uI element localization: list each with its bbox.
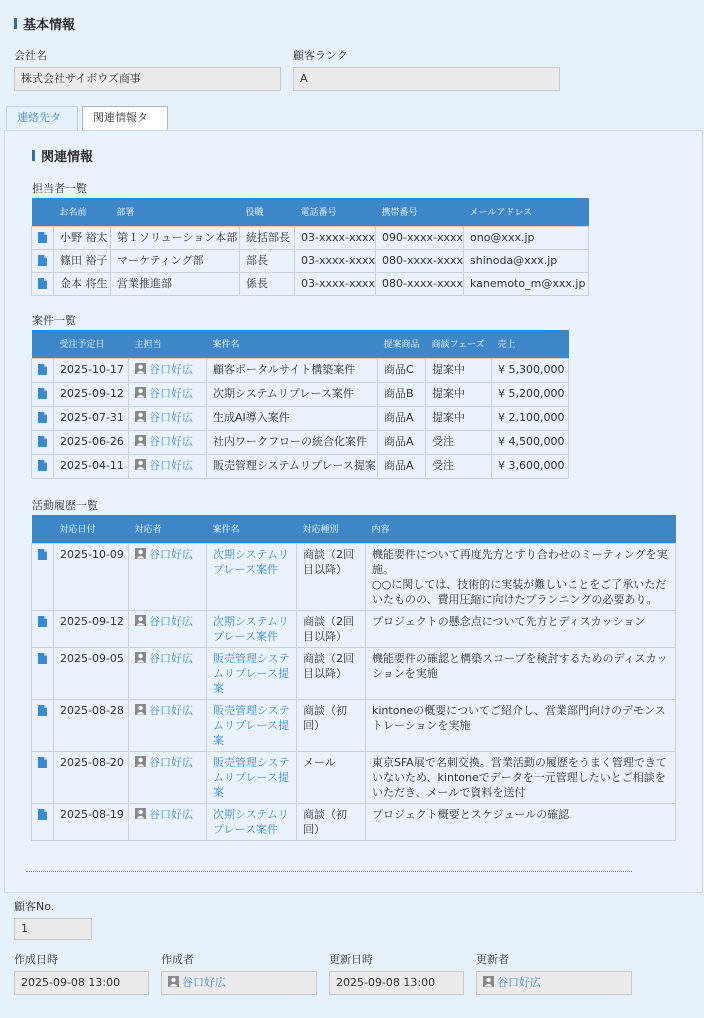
customer-no-label: 顧客No. (14, 900, 55, 913)
table-cell[interactable]: 080-xxxx-xxxx (376, 272, 464, 295)
user-cell (129, 803, 207, 840)
table-cell: メール (297, 751, 366, 803)
table-row (32, 382, 569, 406)
table-cell[interactable]: 03-xxxx-xxxx (295, 272, 376, 295)
deals-label: 案件一覧 (32, 314, 76, 327)
table-row (32, 249, 589, 272)
table-cell: 2025-08-20 (54, 751, 129, 803)
deal-link[interactable]: 次期システムリプレース案件 (213, 614, 289, 643)
user-cell (129, 610, 207, 647)
table-cell: 次期システムリプレース案件 (207, 382, 378, 406)
column-header: 主担当 (129, 330, 207, 358)
created-at-label: 作成日時 (14, 953, 58, 966)
table-cell: 社内ワークフローの統合化案件 (207, 430, 378, 454)
table-cell: 提案中 (426, 382, 492, 406)
detail-cell[interactable] (32, 647, 54, 699)
table-cell[interactable]: 03-xxxx-xxxx (295, 226, 376, 249)
user-link[interactable]: 谷口好広 (149, 458, 193, 472)
user-icon (135, 615, 146, 626)
updater-link[interactable]: 谷口好広 (497, 976, 541, 989)
table-row (32, 226, 589, 249)
table-cell: 商談（初回） (297, 803, 366, 840)
column-header: 売上 (492, 330, 569, 358)
user-cell (129, 430, 207, 454)
user-link[interactable]: 谷口好広 (149, 651, 193, 665)
user-icon (135, 387, 146, 398)
basic-title-text: 基本情報 (23, 18, 76, 33)
user-icon (135, 459, 146, 470)
user-cell (129, 699, 207, 751)
column-header: 対応種別 (297, 515, 366, 543)
table-cell: 商談（初回） (297, 699, 366, 751)
detail-cell[interactable] (32, 610, 54, 647)
table-cell: 商品A (378, 454, 426, 478)
column-header: 電話番号 (295, 198, 376, 226)
document-icon[interactable] (38, 412, 47, 423)
detail-cell[interactable] (32, 699, 54, 751)
table-cell[interactable]: shinoda@xxx.jp (464, 249, 589, 272)
table-cell: 金本 将生 (54, 272, 111, 295)
column-header: 携帯番号 (376, 198, 464, 226)
table-cell: 商品C (378, 358, 426, 382)
document-icon[interactable] (38, 616, 47, 627)
table-cell: 2025-09-12 (54, 382, 129, 406)
title-bar (14, 18, 17, 29)
title-bar (32, 150, 35, 161)
user-link[interactable]: 谷口好広 (149, 547, 193, 561)
user-cell (129, 751, 207, 803)
column-header: 部署 (111, 198, 240, 226)
detail-cell[interactable] (32, 249, 54, 272)
column-header: 対応日付 (54, 515, 129, 543)
deal-cell (207, 647, 297, 699)
column-header: お名前 (54, 198, 111, 226)
document-icon[interactable] (38, 364, 47, 375)
updated-at-label: 更新日時 (329, 953, 373, 966)
table-cell: 提案中 (426, 358, 492, 382)
user-icon (135, 363, 146, 374)
detail-cell[interactable] (32, 454, 54, 478)
user-cell (129, 358, 207, 382)
table-cell: 小野 裕太 (54, 226, 111, 249)
document-icon[interactable] (38, 549, 47, 560)
creator-link[interactable]: 谷口好広 (182, 976, 226, 989)
rank-label: 顧客ランク (293, 49, 348, 62)
table-cell: 2025-07-31 (54, 406, 129, 430)
creator-field (161, 971, 317, 995)
document-icon[interactable] (38, 705, 47, 716)
table-cell: 商談（2回目以降） (297, 610, 366, 647)
contacts-header (32, 198, 589, 226)
table-row (32, 272, 589, 295)
table-row (32, 406, 569, 430)
deal-cell (207, 543, 297, 610)
user-link[interactable]: 谷口好広 (149, 434, 193, 448)
deal-link[interactable]: 販売管理システムリプレース提案 (213, 703, 290, 747)
column-header: 受注予定日 (54, 330, 129, 358)
table-row (32, 610, 676, 647)
column-header: 案件名 (207, 515, 297, 543)
user-cell (129, 406, 207, 430)
detail-cell[interactable] (32, 430, 54, 454)
contacts-table (31, 198, 589, 296)
column-header: 提案商品 (378, 330, 426, 358)
table-cell: 生成AI導入案件 (207, 406, 378, 430)
table-cell: 2025-04-11 (54, 454, 129, 478)
user-icon (135, 704, 146, 715)
user-cell (129, 382, 207, 406)
table-row (32, 454, 569, 478)
table-cell: 商品A (378, 430, 426, 454)
detail-cell[interactable] (32, 406, 54, 430)
user-link[interactable]: 谷口好広 (149, 386, 193, 400)
deal-cell (207, 803, 297, 840)
user-icon (135, 548, 146, 559)
table-cell: 機能要件の確認と構築スコープを検討するためのディスカッションを実施 (366, 647, 676, 699)
contacts-label: 担当者一覧 (32, 182, 87, 195)
related-section-title (32, 146, 93, 165)
table-cell: ¥ 3,600,000 (492, 454, 569, 478)
column-header: 案件名 (207, 330, 378, 358)
table-cell: ¥ 2,100,000 (492, 406, 569, 430)
detail-cell[interactable] (32, 358, 54, 382)
table-cell: kintoneの概要についてご紹介し、営業部門向けのデモンストレーションを実施 (366, 699, 676, 751)
activities-table (31, 515, 676, 841)
column-header: 対応者 (129, 515, 207, 543)
detail-cell[interactable] (32, 803, 54, 840)
table-cell[interactable]: 090-xxxx-xxxx (376, 226, 464, 249)
company-label: 会社名 (14, 49, 47, 62)
table-row (32, 647, 676, 699)
user-icon (135, 652, 146, 663)
updater-label: 更新者 (476, 953, 509, 966)
table-cell: 係長 (240, 272, 295, 295)
table-row (32, 430, 569, 454)
deal-link[interactable]: 次期システムリプレース案件 (213, 547, 289, 576)
table-cell[interactable]: kanemoto_m@xxx.jp (464, 272, 589, 295)
created-at-field: 2025-09-08 13:00 (14, 971, 149, 995)
deal-cell (207, 751, 297, 803)
column-header: 役職 (240, 198, 295, 226)
detail-cell[interactable] (32, 272, 54, 295)
customer-no-field: 1 (14, 918, 92, 940)
table-cell: 商談（2回目以降） (297, 543, 366, 610)
user-cell (129, 647, 207, 699)
table-cell: 第１ソリューション本部 (111, 226, 240, 249)
table-cell: 2025-09-05 (54, 647, 129, 699)
activities-label: 活動履歴一覧 (32, 499, 98, 512)
table-cell: 顧客ポータルサイト構築案件 (207, 358, 378, 382)
table-cell: 東京SFA展で名刺交換。営業活動の履歴をうまく管理できていないため、kintoneでデータを一元管理したいとご相談をいただき、メールで資料を送付 (366, 751, 676, 803)
user-link[interactable]: 谷口好広 (149, 362, 193, 376)
updater-field (476, 971, 632, 995)
deals-header (32, 330, 569, 358)
table-cell: 統括部長 (240, 226, 295, 249)
user-icon (135, 411, 146, 422)
table-cell: 2025-10-17 (54, 358, 129, 382)
detail-cell[interactable] (32, 751, 54, 803)
document-icon[interactable] (38, 232, 47, 243)
document-icon[interactable] (38, 809, 47, 820)
deal-cell (207, 699, 297, 751)
user-link[interactable]: 谷口好広 (149, 755, 193, 769)
user-link[interactable]: 谷口好広 (149, 807, 193, 821)
table-row (32, 543, 676, 610)
user-icon (135, 756, 146, 767)
table-cell: 篠田 裕子 (54, 249, 111, 272)
table-cell: 2025-09-12 (54, 610, 129, 647)
table-cell: 受注 (426, 430, 492, 454)
tab-related[interactable]: 関連情報タ (82, 106, 168, 131)
table-row (32, 699, 676, 751)
document-icon[interactable] (38, 278, 47, 289)
user-link[interactable]: 谷口好広 (149, 410, 193, 424)
creator-label: 作成者 (161, 953, 194, 966)
table-cell: 受注 (426, 454, 492, 478)
deals-table (31, 330, 569, 479)
table-cell: マーケティング部 (111, 249, 240, 272)
detail-cell[interactable] (32, 226, 54, 249)
user-icon (168, 976, 179, 987)
table-cell: ¥ 5,200,000 (492, 382, 569, 406)
table-row (32, 751, 676, 803)
deal-link[interactable]: 販売管理システムリプレース提案 (213, 755, 290, 799)
document-icon[interactable] (38, 757, 47, 768)
header-icon-cell (32, 330, 54, 358)
user-cell (129, 543, 207, 610)
user-cell (129, 454, 207, 478)
table-cell: プロジェクトの懸念点について先方とディスカッション (366, 610, 676, 647)
column-header: メールアドレス (464, 198, 589, 226)
table-cell: 部長 (240, 249, 295, 272)
document-icon[interactable] (38, 255, 47, 266)
table-cell: 2025-10-09 (54, 543, 129, 610)
table-row (32, 803, 676, 840)
panel-divider (26, 871, 632, 872)
updated-at-field: 2025-09-08 13:00 (329, 971, 464, 995)
table-cell[interactable]: 03-xxxx-xxxx (295, 249, 376, 272)
rank-field: A (293, 67, 560, 91)
table-cell: 商品B (378, 382, 426, 406)
table-cell: プロジェクト概要とスケジュールの確認 (366, 803, 676, 840)
detail-cell[interactable] (32, 382, 54, 406)
company-field: 株式会社サイボウズ商事 (14, 67, 281, 91)
table-cell: 機能要件について再度先方とすり合わせのミーティングを実施。 ○○に関しては、技術的に実装が難しいことをご了承いただいたものの、費用圧縮に向けたプランニングの必要あり。 (366, 543, 676, 610)
table-cell: ¥ 4,500,000 (492, 430, 569, 454)
deal-link[interactable]: 販売管理システムリプレース提案 (213, 651, 290, 695)
user-icon (135, 808, 146, 819)
related-title-text: 関連情報 (41, 150, 94, 165)
document-icon[interactable] (38, 388, 47, 399)
user-link[interactable]: 谷口好広 (149, 703, 193, 717)
table-cell: ¥ 5,300,000 (492, 358, 569, 382)
user-link[interactable]: 谷口好広 (149, 614, 193, 628)
table-cell: 営業推進部 (111, 272, 240, 295)
table-cell: 商談（2回目以降） (297, 647, 366, 699)
header-icon-cell (32, 515, 54, 543)
column-header: 内容 (366, 515, 676, 543)
table-cell: 商品A (378, 406, 426, 430)
table-row (32, 358, 569, 382)
table-cell[interactable]: ono@xxx.jp (464, 226, 589, 249)
document-icon[interactable] (38, 653, 47, 664)
table-cell: 提案中 (426, 406, 492, 430)
deal-link[interactable]: 次期システムリプレース案件 (213, 807, 289, 836)
user-icon (483, 976, 494, 987)
user-icon (135, 435, 146, 446)
column-header: 商談フェーズ (426, 330, 492, 358)
deal-cell (207, 610, 297, 647)
table-cell[interactable]: 080-xxxx-xxxx (376, 249, 464, 272)
tab-contacts[interactable]: 連絡先タ (6, 106, 78, 130)
activities-header (32, 515, 676, 543)
basic-section-title (14, 14, 75, 33)
table-cell: 販売管理システムリプレース提案 (207, 454, 378, 478)
detail-cell[interactable] (32, 543, 54, 610)
document-icon[interactable] (38, 436, 47, 447)
table-cell: 2025-08-19 (54, 803, 129, 840)
table-cell: 2025-08-28 (54, 699, 129, 751)
table-cell: 2025-06-26 (54, 430, 129, 454)
header-icon-cell (32, 198, 54, 226)
document-icon[interactable] (38, 460, 47, 471)
